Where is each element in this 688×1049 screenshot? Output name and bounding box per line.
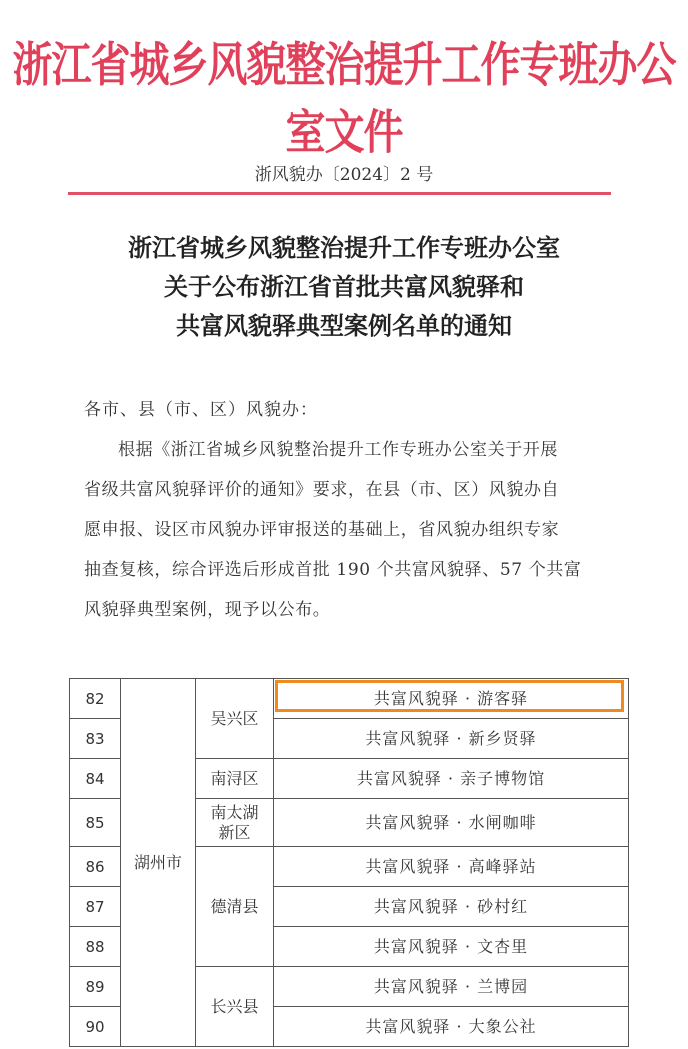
row-number: 84 <box>70 759 121 799</box>
document-header-title: 浙江省城乡风貌整治提升工作专班办公室文件 <box>12 38 676 161</box>
body-line-2: 省级共富风貌驿评价的通知》要求，在县（市、区）风貌办自 <box>84 480 560 500</box>
county-cell: 南浔区 <box>196 759 274 799</box>
case-name-cell: 共富风貌驿 · 大象公社 <box>274 1007 629 1047</box>
notice-title-line-2: 关于公布浙江省首批共富风貌驿和 <box>164 272 524 301</box>
row-number: 87 <box>70 887 121 927</box>
case-name-cell: 共富风貌驿 · 砂村红 <box>274 887 629 927</box>
highlight-box <box>275 680 624 712</box>
county-cell: 吴兴区 <box>196 679 274 759</box>
notice-title <box>0 228 688 345</box>
case-list-table <box>69 678 629 1047</box>
case-name-cell: 共富风貌驿 · 游客驿 <box>274 679 629 719</box>
county-cell <box>196 799 274 847</box>
salutation: 各市、县（市、区）风貌办： <box>84 400 318 420</box>
county-cell-line-1: 南太湖 <box>210 802 259 822</box>
row-number: 82 <box>70 679 121 719</box>
document-number: 浙风貌办〔2024〕2 号 <box>254 165 434 185</box>
case-name-cell: 共富风貌驿 · 亲子博物馆 <box>274 759 629 799</box>
case-name-cell: 共富风貌驿 · 兰博园 <box>274 967 629 1007</box>
city-cell: 湖州市 <box>121 679 196 1047</box>
county-cell: 长兴县 <box>196 967 274 1047</box>
row-number: 85 <box>70 799 121 847</box>
row-number: 83 <box>70 719 121 759</box>
notice-title-line-3: 共富风貌驿典型案例名单的通知 <box>176 311 512 340</box>
body-paragraph <box>84 430 604 630</box>
case-name-cell: 共富风貌驿 · 高峰驿站 <box>274 847 629 887</box>
row-number: 90 <box>70 1007 121 1047</box>
notice-title-line-1: 浙江省城乡风貌整治提升工作专班办公室 <box>128 233 560 262</box>
body-line-4: 抽查复核，综合评选后形成首批 190 个共富风貌驿、57 个共富 <box>84 560 582 580</box>
case-name-cell: 共富风貌驿 · 新乡贤驿 <box>274 719 629 759</box>
case-name-cell: 共富风貌驿 · 文杏里 <box>274 927 629 967</box>
red-divider-line <box>68 192 611 195</box>
row-number: 89 <box>70 967 121 1007</box>
body-line-1: 根据《浙江省城乡风貌整治提升工作专班办公室关于开展 <box>118 440 558 460</box>
county-cell: 德清县 <box>196 847 274 967</box>
row-number: 86 <box>70 847 121 887</box>
body-line-3: 愿申报、设区市风貌办评审报送的基础上，省风貌办组织专家 <box>84 520 560 540</box>
body-line-5: 风貌驿典型案例，现予以公布。 <box>84 600 331 620</box>
county-cell-line-2: 新区 <box>218 822 251 842</box>
case-name-cell: 共富风貌驿 · 水闸咖啡 <box>274 799 629 847</box>
row-number: 88 <box>70 927 121 967</box>
